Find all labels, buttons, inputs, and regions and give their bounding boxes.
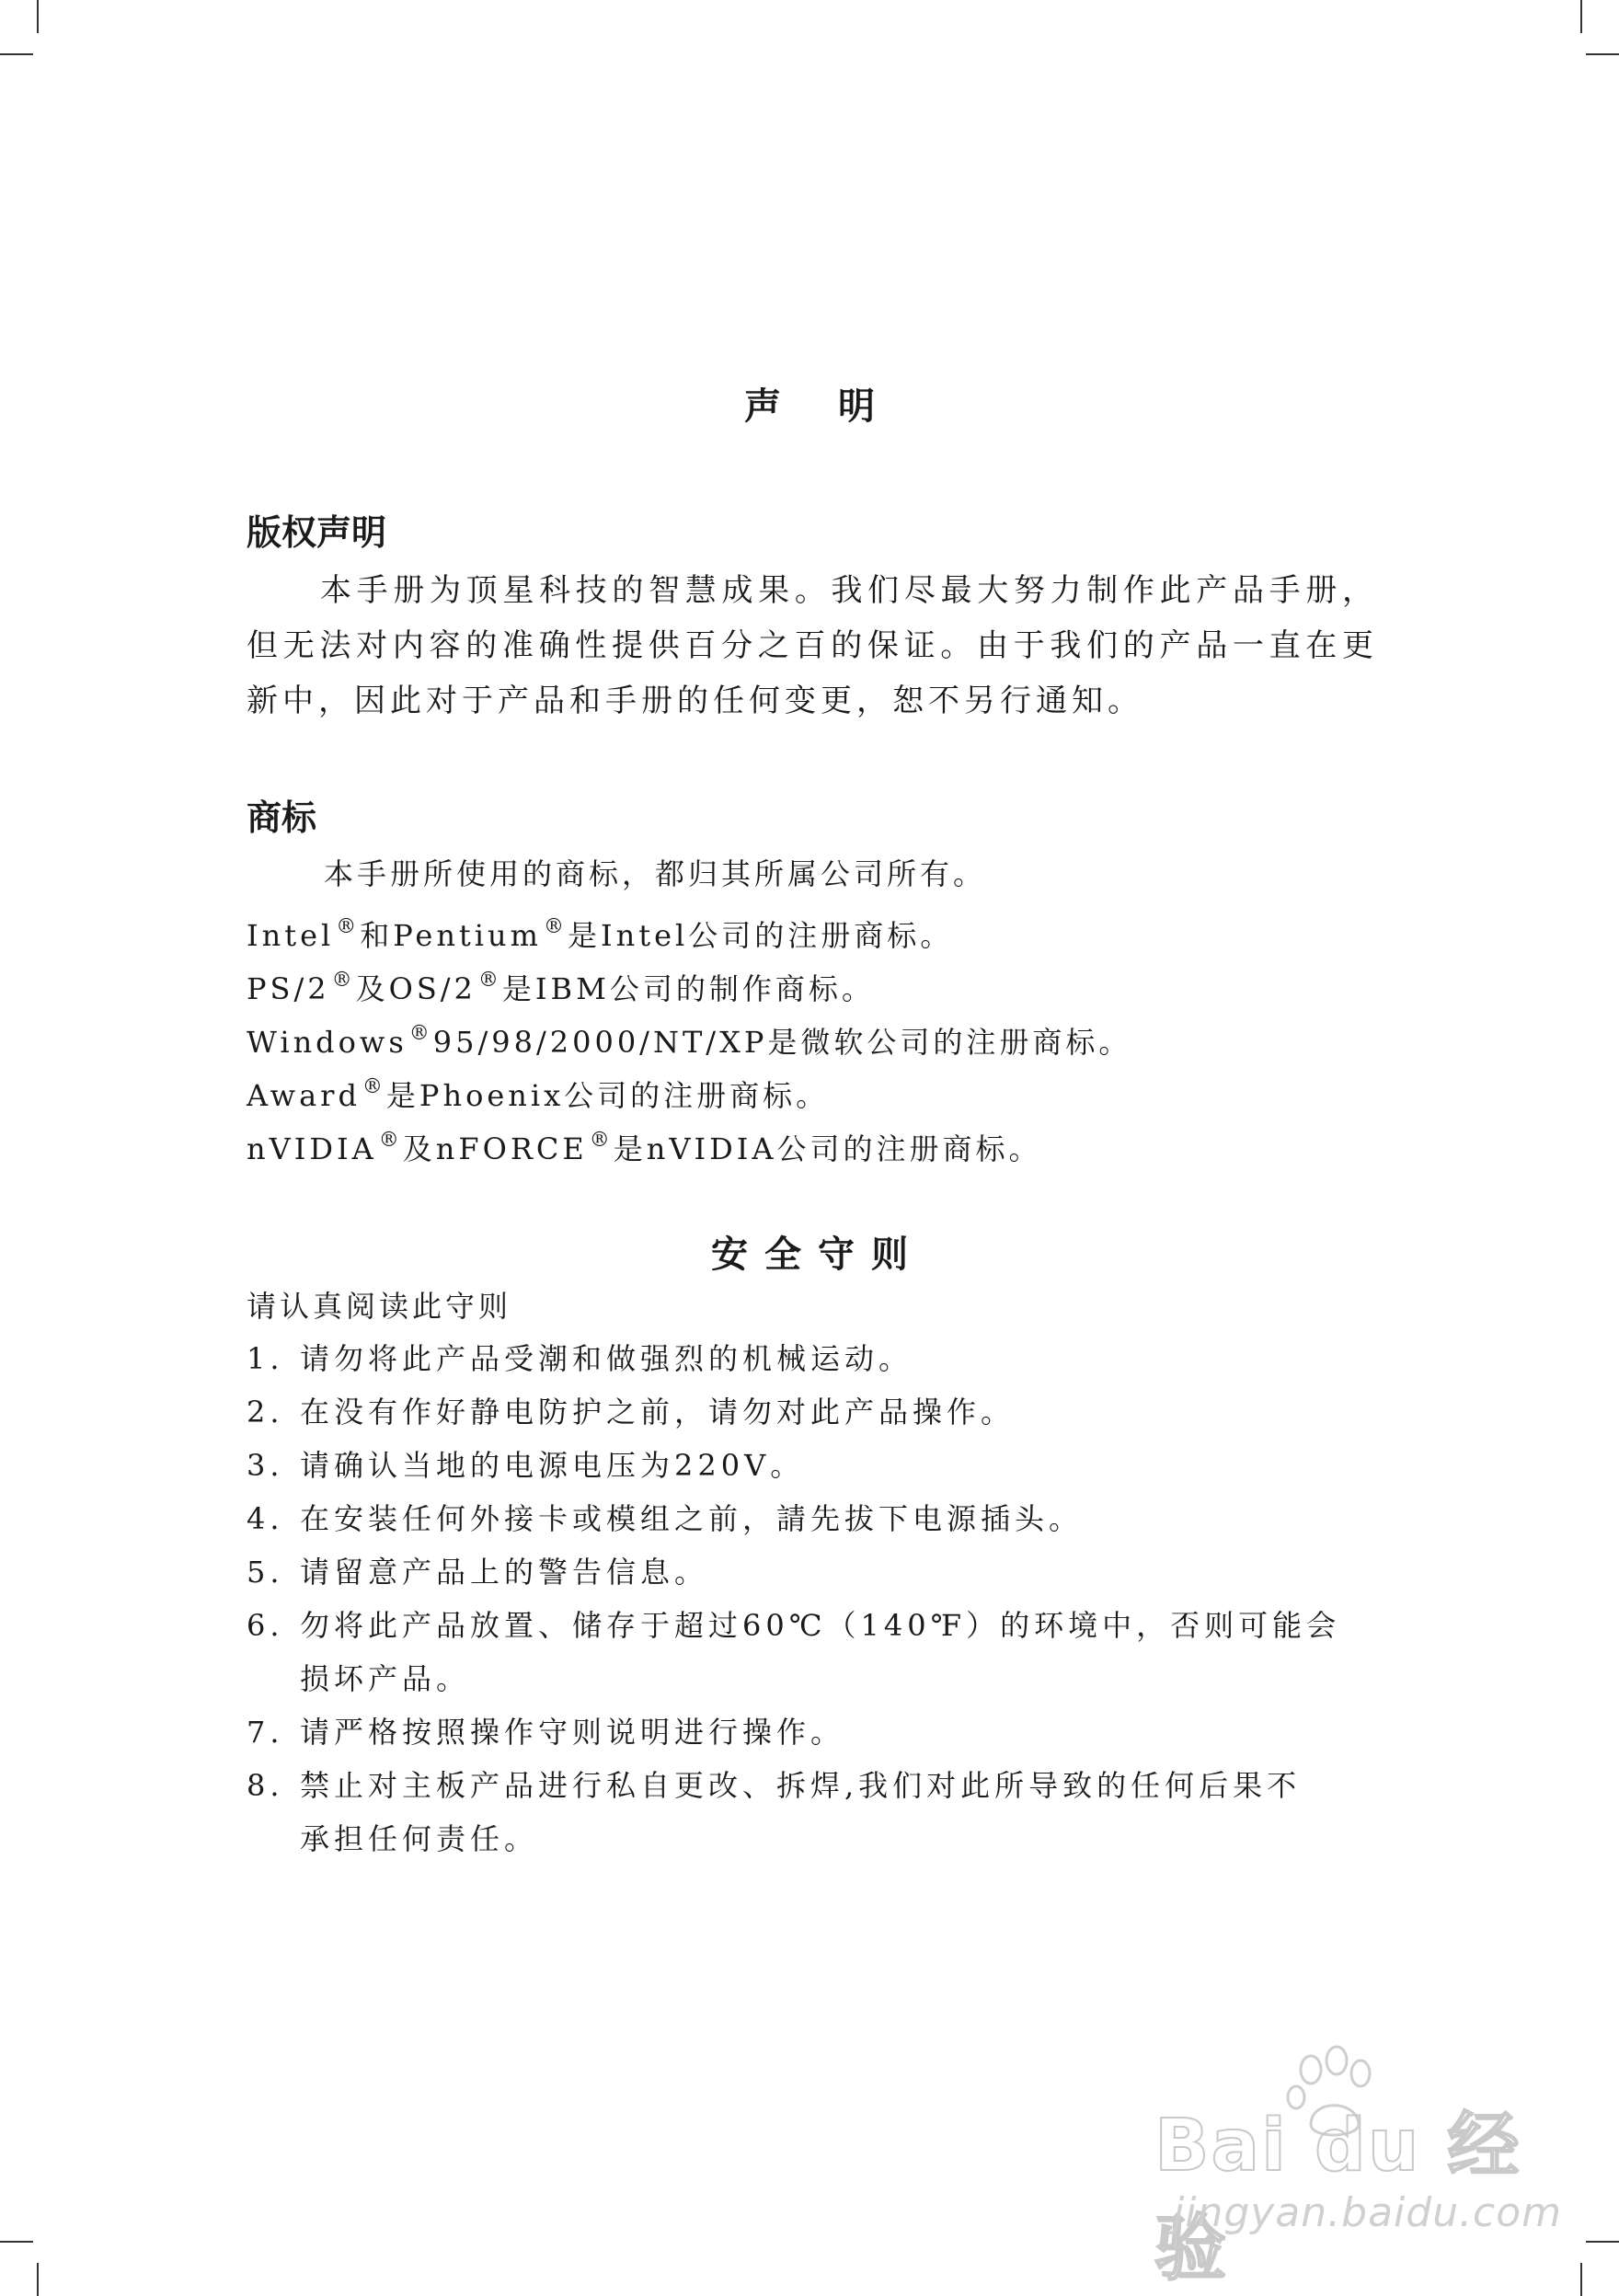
crop-mark-top-right-v [1580, 0, 1582, 33]
safety-item-text: 请严格按照操作守则说明进行操作。 [300, 1715, 845, 1750]
trademark-name: 和Pentium [360, 918, 542, 953]
safety-item-number: 6. [247, 1608, 284, 1643]
safety-item-text: 请勿将此产品受潮和做强烈的机械运动。 [300, 1341, 913, 1376]
trademark-line-ps2 [247, 962, 875, 1007]
registered-icon: ® [589, 1129, 610, 1152]
trademark-owner: 是Intel公司的注册商标。 [567, 918, 954, 953]
trademark-owner: 是Phoenix公司的注册商标。 [385, 1078, 830, 1113]
safety-item-number: 2. [247, 1395, 284, 1429]
baidu-watermark [1145, 2042, 1563, 2290]
safety-item-continuation: 承担任何责任。 [300, 1821, 539, 1856]
trademark-name: PS/2 [247, 971, 330, 1006]
safety-intro: 请认真阅读此守则 [247, 1289, 512, 1324]
trademark-owner: 是nVIDIA公司的注册商标。 [613, 1131, 1042, 1166]
safety-item-text: 在安装任何外接卡或模组之前，請先拔下电源插头。 [300, 1501, 1084, 1536]
trademark-line-award [247, 1069, 829, 1114]
crop-mark-top-right-h [1586, 53, 1619, 55]
trademark-owner: 95/98/2000/NT/XP是微软公司的注册商标。 [432, 1025, 1132, 1060]
safety-item [247, 1439, 1387, 1492]
safety-item-number: 7. [247, 1715, 284, 1750]
registered-icon: ® [331, 969, 352, 992]
safety-heading: 安全守则 [711, 1233, 924, 1276]
copyright-body: 本手册为顶星科技的智慧成果。我们尽最大努力制作此产品手册，但无法对内容的准确性提供百分之百的保证。由于我们的产品一直在更新中，因此对于产品和手册的任何变更，恕不另行通知。 [247, 572, 1378, 719]
crop-mark-bottom-left-h [0, 2241, 33, 2243]
safety-item [247, 1705, 1387, 1759]
trademark-name: nVIDIA [247, 1131, 377, 1166]
trademark-line-windows [247, 1016, 1131, 1061]
copyright-heading: 版权声明 [247, 511, 387, 553]
registered-icon: ® [378, 1129, 399, 1152]
safety-item-continuation: 损坏产品。 [300, 1661, 471, 1696]
crop-mark-top-left-v [37, 0, 39, 33]
trademark-heading: 商标 [247, 797, 317, 838]
safety-item-number: 1. [247, 1341, 284, 1376]
page-title: 声明 [744, 385, 932, 428]
trademark-intro: 本手册所使用的商标，都归其所属公司所有。 [324, 856, 987, 891]
crop-mark-bottom-left-v [37, 2263, 39, 2296]
trademark-owner: 是IBM公司的制作商标。 [501, 971, 875, 1006]
watermark-url: jingyan.baidu.com [1173, 2189, 1563, 2236]
safety-item [247, 1599, 1387, 1705]
trademark-name: 及OS/2 [355, 971, 477, 1006]
safety-item-number: 4. [247, 1501, 284, 1536]
safety-item-text: 请确认当地的电源电压为220V。 [300, 1448, 805, 1483]
watermark-logo: Bai du 经验 [1154, 2105, 1521, 2290]
trademark-name: Intel [247, 918, 335, 953]
trademark-line-nvidia [247, 1122, 1042, 1167]
trademark-line-intel [247, 909, 953, 954]
registered-icon: ® [543, 915, 564, 938]
crop-mark-top-left-h [0, 53, 33, 55]
registered-icon: ® [477, 969, 499, 992]
trademark-name: 及nFORCE [402, 1131, 588, 1166]
safety-item [247, 1545, 1387, 1599]
safety-item-text: 勿将此产品放置、储存于超过60℃（140℉）的环境中，否则可能会 [300, 1608, 1341, 1643]
safety-item-number: 3. [247, 1448, 284, 1483]
registered-icon: ® [336, 915, 357, 938]
safety-item [247, 1759, 1387, 1866]
safety-item [247, 1492, 1387, 1545]
registered-icon: ® [362, 1075, 383, 1098]
safety-item-text: 请留意产品上的警告信息。 [300, 1555, 709, 1590]
trademark-name: Award [247, 1078, 361, 1113]
trademark-name: Windows [247, 1025, 408, 1060]
crop-mark-bottom-right-h [1586, 2241, 1619, 2243]
safety-item-text: 禁止对主板产品进行私自更改、拆焊,我们对此所导致的任何后果不 [300, 1768, 1302, 1803]
safety-item-number: 5. [247, 1555, 284, 1590]
crop-mark-bottom-right-v [1580, 2263, 1582, 2296]
registered-icon: ® [408, 1022, 430, 1045]
safety-item-number: 8. [247, 1768, 284, 1803]
safety-item [247, 1332, 1387, 1385]
safety-item-text: 在没有作好静电防护之前，请勿对此产品操作。 [300, 1395, 1016, 1429]
safety-item [247, 1385, 1387, 1439]
